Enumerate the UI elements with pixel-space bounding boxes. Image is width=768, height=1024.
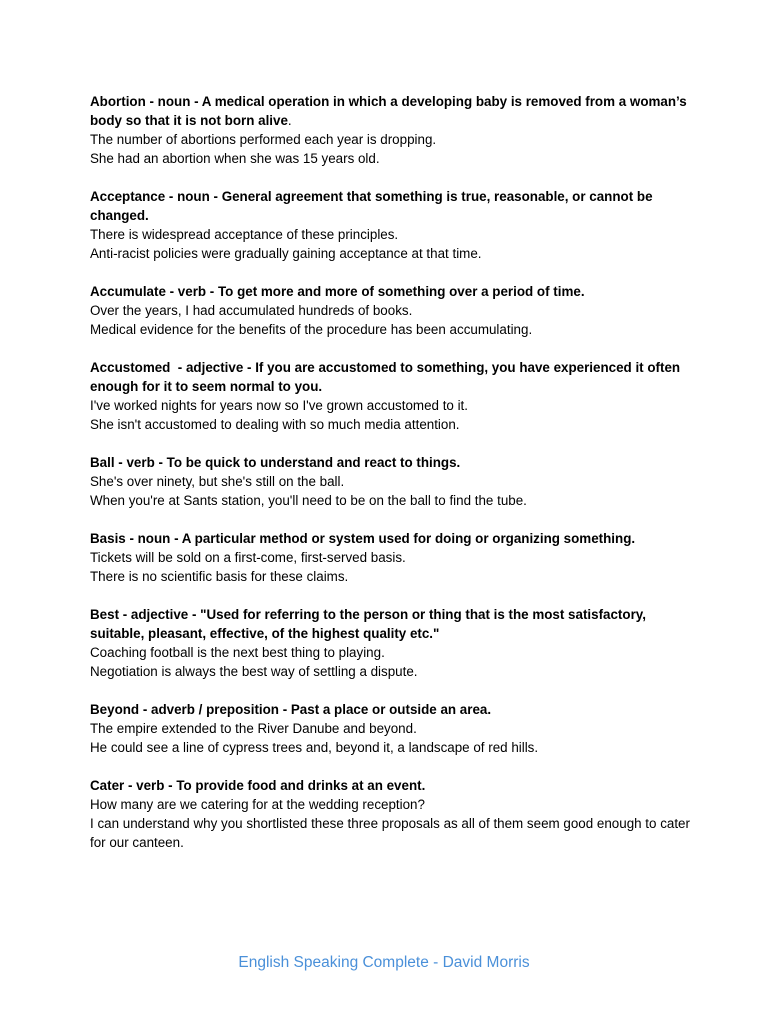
entry-headword: Best - adjective - "Used for referring to the person or thing that is the most satisfactory, suitable, pleasant, effective, of the highest quality etc." bbox=[90, 607, 646, 641]
headword-end-punctuation: . bbox=[287, 113, 292, 128]
example-sentence: Tickets will be sold on a first-come, first-served basis. bbox=[90, 550, 406, 565]
vocab-entry bbox=[90, 529, 690, 586]
headword-text: Abortion - noun - A medical operation in which a developing baby is removed from a woman’s body so that it is not born alive bbox=[90, 94, 687, 128]
example-sentence: Medical evidence for the benefits of the procedure has been accumulating. bbox=[90, 322, 533, 337]
example-sentence: Anti-racist policies were gradually gaining acceptance at that time. bbox=[90, 246, 482, 261]
vocab-entry bbox=[90, 358, 690, 434]
entry-headword: Basis - noun - A particular method or system used for doing or organizing something. bbox=[90, 531, 636, 546]
example-sentence: She's over ninety, but she's still on the ball. bbox=[90, 474, 345, 489]
example-sentence: How many are we catering for at the wedding reception? bbox=[90, 797, 425, 812]
vocabulary-list bbox=[90, 92, 690, 871]
vocab-entry bbox=[90, 700, 690, 757]
vocab-entry bbox=[90, 282, 690, 339]
page-footer: English Speaking Complete - David Morris bbox=[238, 954, 530, 971]
vocab-entry bbox=[90, 92, 690, 168]
example-sentence: Negotiation is always the best way of settling a dispute. bbox=[90, 664, 418, 679]
example-sentence: He could see a line of cypress trees and, beyond it, a landscape of red hills. bbox=[90, 740, 539, 755]
vocab-entry bbox=[90, 453, 690, 510]
entry-headword: Accumulate - verb - To get more and more of something over a period of time. bbox=[90, 284, 585, 299]
entry-headword: Beyond - adverb / preposition - Past a place or outside an area. bbox=[90, 702, 492, 717]
example-sentence: She isn't accustomed to dealing with so much media attention. bbox=[90, 417, 460, 432]
example-sentence: I can understand why you shortlisted these three proposals as all of them seem good enough to cater for our canteen. bbox=[90, 816, 690, 850]
example-sentence: I've worked nights for years now so I've grown accustomed to it. bbox=[90, 398, 468, 413]
entry-headword bbox=[90, 92, 690, 130]
example-sentence: Coaching football is the next best thing to playing. bbox=[90, 645, 385, 660]
example-sentence: There is no scientific basis for these claims. bbox=[90, 569, 349, 584]
entry-headword: Cater - verb - To provide food and drinks at an event. bbox=[90, 778, 426, 793]
example-sentence: The empire extended to the River Danube and beyond. bbox=[90, 721, 417, 736]
entry-headword: Acceptance - noun - General agreement that something is true, reasonable, or cannot be changed. bbox=[90, 189, 653, 223]
example-sentence: The number of abortions performed each year is dropping. bbox=[90, 132, 437, 147]
example-sentence: Over the years, I had accumulated hundreds of books. bbox=[90, 303, 413, 318]
vocab-entry bbox=[90, 776, 690, 852]
example-sentence: She had an abortion when she was 15 years old. bbox=[90, 151, 380, 166]
example-sentence: There is widespread acceptance of these principles. bbox=[90, 227, 399, 242]
vocab-entry bbox=[90, 187, 690, 263]
entry-headword: Ball - verb - To be quick to understand and react to things. bbox=[90, 455, 461, 470]
vocab-entry bbox=[90, 605, 690, 681]
entry-headword: Accustomed - adjective - If you are accustomed to something, you have experienced it often enough for it to seem normal to you. bbox=[90, 360, 684, 394]
example-sentence: When you're at Sants station, you'll need to be on the ball to find the tube. bbox=[90, 493, 527, 508]
